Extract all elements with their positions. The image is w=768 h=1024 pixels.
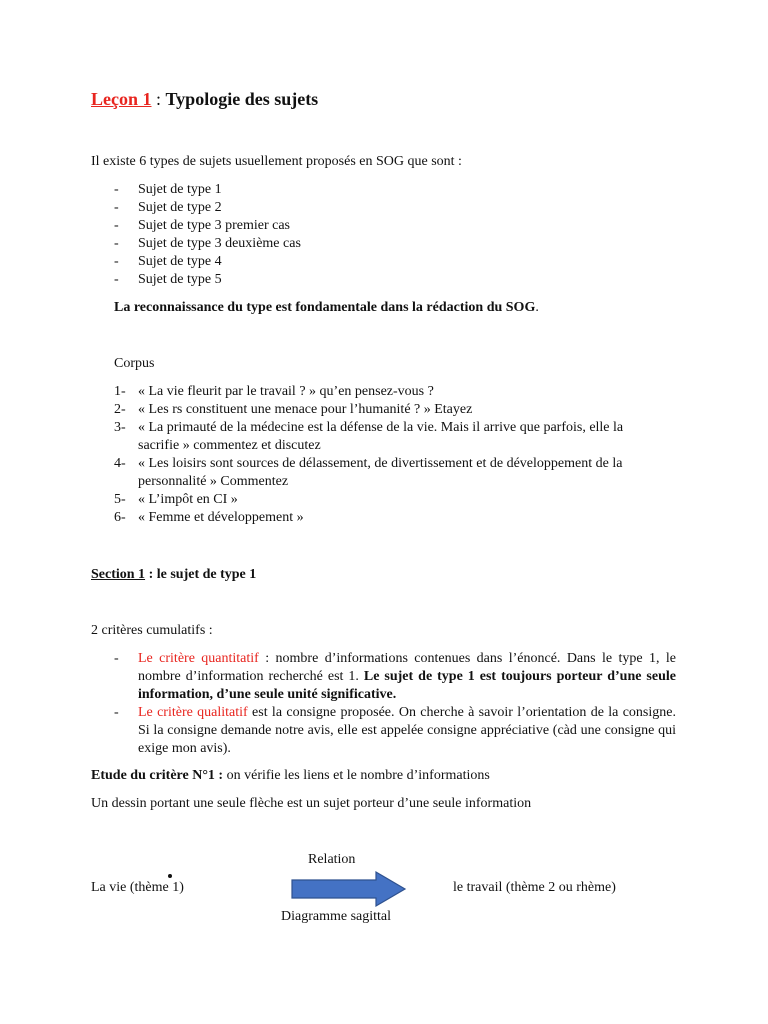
list-item: Sujet de type 5: [138, 272, 222, 287]
corpus-number: 5-: [114, 492, 126, 507]
corpus-item-continuation: personnalité » Commentez: [138, 474, 289, 489]
dot-marker: [168, 874, 172, 878]
list-bullet: -: [114, 200, 119, 215]
list-bullet: -: [114, 254, 119, 269]
recognition-note: La reconnaissance du type est fondamentale dans la rédaction du SOG.: [114, 300, 539, 315]
corpus-number: 6-: [114, 510, 126, 525]
section-title: le sujet de type 1: [156, 567, 257, 582]
criterion-qualitative: Le critère qualitatif est la consigne proposée. On cherche à savoir l’orientation de la consigne. Si la consigne demande notre avis, elle est appelée consigne appréciative (càd une consigne qui exige mon avis).: [138, 705, 676, 756]
corpus-item: « Les rs constituent une menace pour l’humanité ? » Etayez: [138, 402, 473, 417]
list-bullet: -: [114, 218, 119, 233]
criterion-label: Le critère qualitatif: [138, 705, 248, 720]
list-bullet: -: [114, 272, 119, 287]
lesson-title: Leçon 1 : Typologie des sujets: [91, 89, 319, 109]
list-bullet: -: [114, 651, 119, 666]
list-item: Sujet de type 4: [138, 254, 222, 269]
corpus-number: 2-: [114, 402, 126, 417]
diagram-right-theme: le travail (thème 2 ou rhème): [453, 880, 616, 895]
list-item: Sujet de type 3 deuxième cas: [138, 236, 301, 251]
section-heading: Section 1 : le sujet de type 1: [91, 567, 257, 582]
criterion-label: Le critère quantitatif: [138, 651, 259, 666]
lesson-label: Leçon 1: [91, 89, 152, 109]
section-label: Section 1: [91, 567, 146, 582]
corpus-item: « Femme et développement »: [138, 510, 304, 525]
diagram-arrow: [290, 870, 408, 908]
list-item: Sujet de type 2: [138, 200, 222, 215]
corpus-number: 4-: [114, 456, 126, 471]
corpus-item: « La vie fleurit par le travail ? » qu’en pensez-vous ?: [138, 384, 434, 399]
diagram-left-theme: La vie (thème 1): [91, 880, 184, 895]
corpus-item: « Les loisirs sont sources de délassement, de divertissement et de développement de la: [138, 456, 623, 471]
drawing-note: Un dessin portant une seule flèche est un sujet porteur d’une seule information: [91, 796, 532, 811]
list-bullet: -: [114, 236, 119, 251]
corpus-item: « L’impôt en CI »: [138, 492, 238, 507]
corpus-item-continuation: sacrifie » commentez et discutez: [138, 438, 321, 453]
intro-paragraph: Il existe 6 types de sujets usuellement proposés en SOG que sont :: [91, 154, 462, 169]
criterion-quantitative: Le critère quantitatif : nombre d’informations contenues dans l’énoncé. Dans le type 1, le nombre d’information recherché est 1. Le sujet de type 1 est toujours porteur d’une seule information, d’une seule unité significative.: [138, 651, 676, 702]
lesson-title-text: Typologie des sujets: [165, 89, 319, 109]
diagram-relation-label: Relation: [308, 852, 356, 867]
list-item: Sujet de type 3 premier cas: [138, 218, 291, 233]
criteria-intro: 2 critères cumulatifs :: [91, 623, 213, 638]
arrow-icon: [292, 872, 405, 906]
list-item: Sujet de type 1: [138, 182, 222, 197]
list-bullet: -: [114, 182, 119, 197]
diagram-caption: Diagramme sagittal: [281, 909, 392, 924]
corpus-number: 3-: [114, 420, 126, 435]
list-bullet: -: [114, 705, 119, 720]
corpus-heading: Corpus: [114, 356, 155, 371]
corpus-item: « La primauté de la médecine est la défense de la vie. Mais il arrive que parfois, elle la: [138, 420, 624, 435]
study-line: Etude du critère N°1 : on vérifie les liens et le nombre d’informations: [91, 768, 490, 783]
corpus-number: 1-: [114, 384, 126, 399]
